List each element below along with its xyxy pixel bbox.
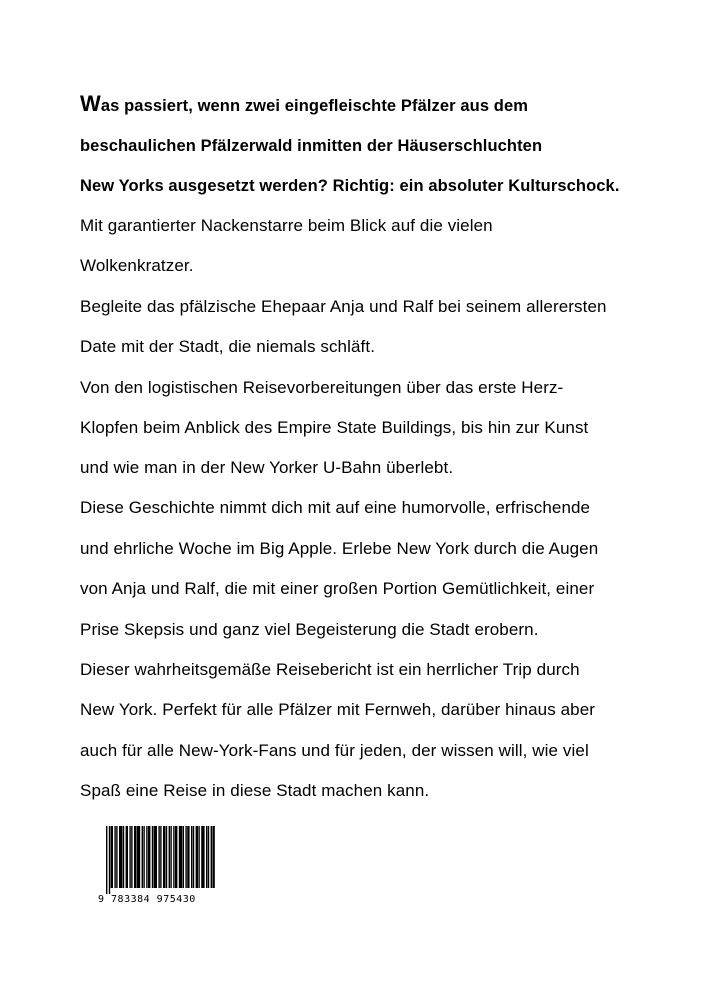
barcode-bar — [131, 826, 132, 888]
drop-cap: W — [80, 91, 101, 116]
body-line: und wie man in der New Yorker U-Bahn überlebt. — [80, 458, 454, 477]
intro-line-2: beschaulichen Pfälzerwald inmitten der Häuserschluchten — [80, 137, 543, 155]
barcode-bar — [211, 826, 212, 888]
barcode-bar — [198, 826, 199, 888]
barcode-bar — [196, 826, 198, 888]
body-line: Klopfen beim Anblick des Empire State Buildings, bis hin zur Kunst — [80, 418, 589, 437]
intro-line-1 — [80, 92, 528, 118]
barcode-bar — [166, 826, 167, 888]
barcode-bar — [160, 826, 161, 888]
barcode-bar — [129, 826, 130, 888]
barcode-bar — [206, 826, 207, 888]
intro-line-1-text: as passiert, wenn zwei eingefleischte Pfälzer aus dem — [100, 97, 529, 115]
barcode-bar — [109, 826, 110, 894]
intro-line-3: New Yorks ausgesetzt werden? Richtig: ein absoluter Kulturschock. — [80, 177, 620, 195]
body-line: Begleite das pfälzische Ehepaar Anja und Ralf bei seinem allerersten — [80, 297, 607, 316]
body-line: von Anja und Ralf, die mit einer großen Portion Gemütlichkeit, einer — [80, 579, 595, 598]
barcode-bar — [154, 826, 157, 888]
barcode-bar — [148, 826, 150, 888]
body-line: Diese Geschichte nimmt dich mit auf eine humorvolle, erfrischende — [80, 498, 591, 517]
isbn-barcode — [98, 826, 222, 910]
barcode-bar — [191, 826, 192, 888]
barcode-bar — [208, 826, 209, 888]
body-line: auch für alle New-York-Fans und für jeden, der wissen will, wie viel — [80, 741, 589, 760]
barcode-bar — [119, 826, 122, 888]
barcode-bar — [111, 826, 113, 888]
barcode-bar — [212, 826, 214, 888]
body-line: Wolkenkratzer. — [80, 256, 194, 275]
barcode-bar — [106, 826, 107, 894]
barcode-bar — [114, 826, 115, 888]
body-line: Dieser wahrheitsgemäße Reisebericht ist ein herrlicher Trip durch — [80, 660, 580, 679]
barcode-bar — [187, 826, 189, 888]
barcode-bar — [142, 826, 143, 888]
body-line: Prise Skepsis und ganz viel Begeisterung die Stadt erobern. — [80, 620, 539, 639]
barcode-bar — [116, 826, 117, 888]
barcode-digits: 9 783384 975430 — [98, 894, 196, 905]
barcode-bar — [123, 826, 124, 888]
barcode-bar — [173, 826, 174, 888]
barcode-bar — [201, 826, 204, 888]
body-line: Spaß eine Reise in diese Stadt machen kann. — [80, 781, 430, 800]
barcode-bar — [143, 826, 144, 888]
barcode-bar — [185, 826, 186, 888]
barcode-bar — [146, 826, 147, 888]
body-line: Mit garantierter Nackenstarre beim Blick auf die vielen — [80, 216, 493, 235]
barcode-bar — [179, 826, 182, 888]
barcode-bar — [169, 826, 170, 888]
barcode-bar — [126, 826, 128, 888]
body-line: Date mit der Stadt, die niemals schläft. — [80, 337, 376, 356]
barcode-bar — [163, 826, 165, 888]
barcode-bar — [183, 826, 184, 888]
barcode-bar — [158, 826, 159, 888]
barcode-bar — [193, 826, 194, 888]
body-line: New York. Perfekt für alle Pfälzer mit Fernweh, darüber hinaus aber — [80, 700, 596, 719]
barcode-bar — [175, 826, 177, 888]
body-line: und ehrliche Woche im Big Apple. Erlebe New York durch die Augen — [80, 539, 599, 558]
barcode-bar — [134, 826, 136, 888]
barcode-bar — [152, 826, 153, 888]
barcode-bar — [137, 826, 140, 888]
barcode-bar — [170, 826, 171, 888]
body-line: Von den logistischen Reisevorbereitungen über das erste Herz- — [80, 378, 564, 397]
barcode-bars — [98, 826, 222, 894]
